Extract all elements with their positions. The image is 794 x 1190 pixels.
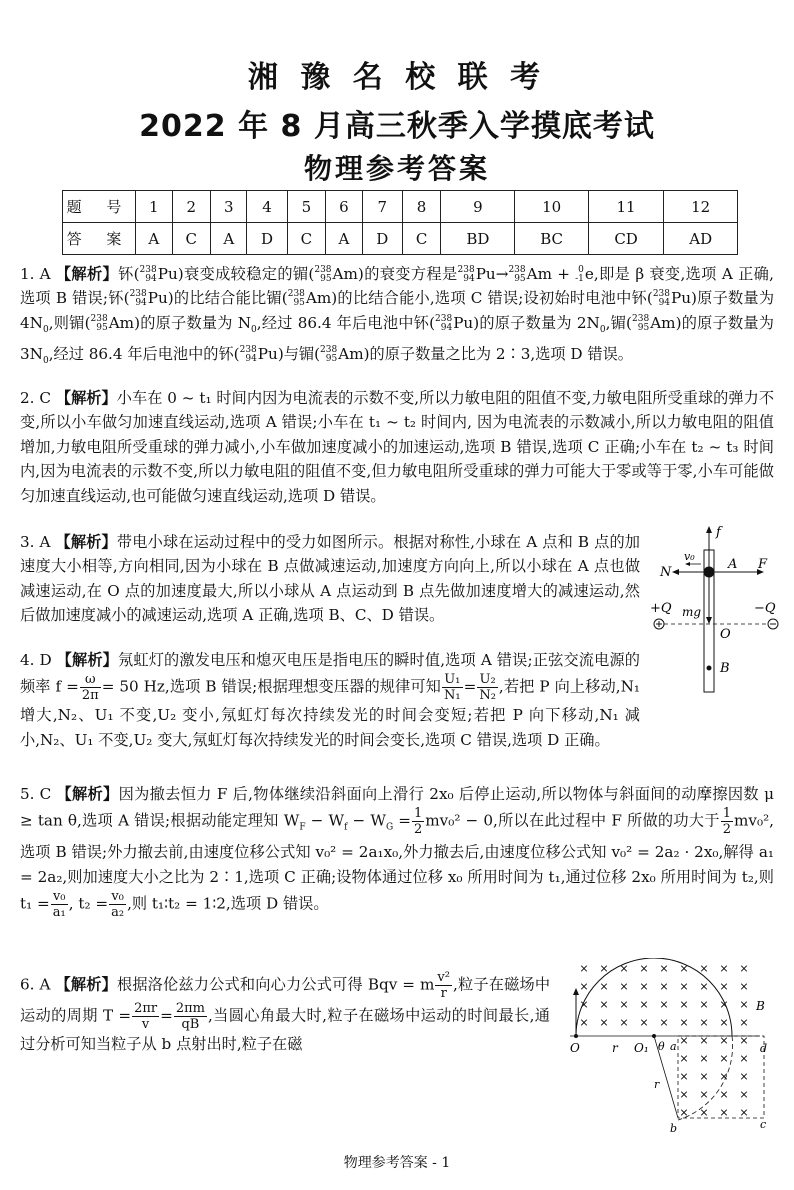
text: )的原子数量为 N <box>134 313 252 332</box>
field-cross-icon: × <box>739 1070 749 1083</box>
text: mv₀² − 0,所以在此过程中 F 所做的功大于 <box>425 811 720 830</box>
element: e <box>584 265 594 283</box>
answer-cell: C <box>402 223 440 255</box>
mass-number: 238 <box>457 265 475 275</box>
numerator: 2πr <box>134 1001 158 1016</box>
text: )原子数量为 4N <box>20 289 775 332</box>
label-plus-q: +Q <box>650 601 672 616</box>
page-footer: 物理参考答案 - 1 <box>343 1155 451 1171</box>
atomic-number: 95 <box>293 298 305 309</box>
answer-cell: D <box>247 223 287 255</box>
isotope-pu <box>240 346 257 364</box>
fraction-period-2 <box>174 1001 207 1032</box>
field-cross-icon: × <box>699 998 709 1011</box>
field-cross-icon: × <box>739 1088 749 1101</box>
field-cross-icon: × <box>599 1016 609 1029</box>
isotope-pu <box>458 266 475 284</box>
element: Am <box>650 313 676 332</box>
field-cross-icon: × <box>739 1016 749 1029</box>
element: Am <box>108 313 135 332</box>
answer-cell: AD <box>664 223 738 255</box>
answer-lead: 1. A <box>20 265 51 283</box>
subscript: 0 <box>599 324 606 335</box>
row-label-number: 题 号 <box>63 191 136 223</box>
field-cross-icon: × <box>679 1088 689 1101</box>
answer-explanation-4 <box>20 648 640 752</box>
text: , t₂ = <box>68 894 109 913</box>
label-B: B <box>720 661 730 676</box>
field-cross-icon: × <box>719 998 729 1011</box>
answer-cell: D <box>362 223 402 255</box>
label-c: c <box>760 1118 767 1131</box>
answer-lead: 3. A <box>20 533 51 551</box>
answer-cell: CD <box>588 223 664 255</box>
field-cross-icon: × <box>719 1034 729 1047</box>
arrowhead <box>672 569 679 575</box>
arrowhead <box>706 526 712 533</box>
answer-cell: C <box>172 223 210 255</box>
denominator: a₂ <box>111 905 125 921</box>
field-cross-icon: × <box>619 998 629 1011</box>
text: )的原子数量为 3N <box>20 313 774 364</box>
atomic-number: 95 <box>514 274 526 284</box>
text: )的原子数量之比为 2∶3,选项 D 错误。 <box>363 345 633 364</box>
field-cross-icon: × <box>599 998 609 1011</box>
field-cross-icon: × <box>659 980 669 993</box>
fraction-half <box>412 806 424 837</box>
field-cross-icon: × <box>739 998 749 1011</box>
field-cross-icon: × <box>719 1052 729 1065</box>
mass-number: 238 <box>129 289 147 300</box>
explanation-text: 带电小球在运动过程中的受力如图所示。根据对称性,小球在 A 点和 B 点的加速度大小相等,方向相同,因为小球在 B 点做减速运动,加速度方向向上,所以小球在 A 点也做减速运动,在 O 点的加速度最大,所以小球从 A 点运动到 B 点先做加速度增大的减速运动,然后做加速度减小的减速运动,选项 A 正确,选项 B、C、D 错误。 <box>20 533 640 625</box>
denominator: 2 <box>414 822 423 838</box>
analysis-tag: 【解析】 <box>55 975 117 994</box>
text: 因为撤去恒力 F 后,物体继续沿斜面向上滑行 2x₀ 后停止运动,所以物体与斜面间的动摩擦因数 μ ≥ tan θ,选项 A 错误;根据动能定理知 W <box>20 785 774 830</box>
field-cross-icon: × <box>579 1016 589 1029</box>
arrow: → <box>495 265 509 283</box>
label-a: a <box>670 1040 677 1053</box>
text: = <box>393 811 411 830</box>
text: )的衰变方程是 <box>357 265 458 283</box>
isotope-am <box>632 315 649 333</box>
answer-cell: BC <box>515 223 588 255</box>
numerator: v² <box>437 970 450 985</box>
answer-cell: BD <box>441 223 515 255</box>
analysis-tag: 【解析】 <box>56 651 119 669</box>
label-B: B <box>756 999 765 1013</box>
atomic-number: 94 <box>245 354 257 365</box>
isotope-am <box>320 346 337 364</box>
label-d: d <box>760 1042 768 1055</box>
question-number: 11 <box>588 191 664 223</box>
denominator: N₁ <box>443 688 461 704</box>
answer-cell: A <box>136 223 173 255</box>
field-cross-icon: × <box>659 998 669 1011</box>
question-number: 4 <box>247 191 287 223</box>
fraction-u2-n2 <box>477 672 498 703</box>
atomic-number: 95 <box>320 274 332 284</box>
label-r: r <box>654 1078 660 1091</box>
field-cross-icon: × <box>739 962 749 975</box>
label-r: r <box>612 1041 618 1055</box>
answer-lead: 6. A <box>20 975 51 994</box>
numerator: v₀ <box>51 889 68 905</box>
question-number: 8 <box>402 191 440 223</box>
fraction-u1-n1 <box>442 672 463 703</box>
field-cross-icon: × <box>679 1034 689 1047</box>
subscript: 0 <box>42 324 49 335</box>
field-cross-icon: × <box>699 1088 709 1101</box>
isotope-am <box>91 315 108 333</box>
element: Am <box>338 345 364 364</box>
isotope-am <box>508 266 525 284</box>
label-b: b <box>670 1122 678 1135</box>
text: = 50 Hz,选项 B 错误;根据理想变压器的规律可知 <box>101 677 441 696</box>
field-cross-icon: × <box>699 1106 709 1119</box>
answer-explanation-2 <box>20 386 774 508</box>
atomic-number: 95 <box>96 322 108 333</box>
mass-number: 0 <box>578 265 584 275</box>
isotope-e <box>575 266 584 284</box>
text: ,粒子在磁场中运动的周期 T = <box>20 975 551 1025</box>
field-cross-icon: × <box>719 1016 729 1029</box>
equals: = <box>160 1006 173 1025</box>
text: )的原子数量为 2N <box>473 313 600 332</box>
text: − W <box>347 811 386 830</box>
atomic-number: 94 <box>440 322 453 333</box>
subscript: F <box>299 822 306 833</box>
analysis-tag: 【解析】 <box>56 785 119 803</box>
field-cross-icon: × <box>699 1070 709 1083</box>
field-cross-icon: × <box>739 1052 749 1065</box>
question-number: 9 <box>441 191 515 223</box>
mass-number: 238 <box>90 313 108 324</box>
analysis-tag: 【解析】 <box>55 533 117 551</box>
field-cross-icon: × <box>599 980 609 993</box>
isotope-am <box>314 266 331 284</box>
label-A: A <box>728 557 738 572</box>
field-cross-icon: × <box>679 998 689 1011</box>
field-cross-icon: × <box>739 1106 749 1119</box>
mass-number: 238 <box>652 289 671 300</box>
answer-table-answers-row <box>63 223 738 255</box>
header-line-2: 2022 年 8 月高三秋季入学摸底考试 <box>139 109 655 144</box>
fraction-t1 <box>51 889 68 920</box>
denominator: 2π <box>81 688 99 704</box>
denominator: 2 <box>722 822 731 838</box>
isotope-pu <box>653 290 670 308</box>
text: )的比结合能比镅( <box>167 289 288 308</box>
answer-lead: 4. D <box>20 651 52 669</box>
fraction-period-1 <box>132 1001 159 1032</box>
text: ,若把 P 向上移动,N₁ 增大,N₂、U₁ 不变,U₂ 变小,氖虹灯每次持续发光的时间会变短;若把 P 向下移动,N₁ 减小,N₂、U₁ 不变,U₂ 变大,氖虹灯每次持续发光的时间会变长,选项 C 错误,选项 D 正确。 <box>20 677 640 749</box>
fraction-frequency <box>80 672 101 703</box>
answer-explanation-1 <box>20 262 774 374</box>
question-number: 6 <box>326 191 363 223</box>
numerator: 1 <box>414 806 423 822</box>
text: ,当圆心角最大时,粒子在磁场中运动的时间最长,通过分析可知当粒子从 b 点射出时,粒子在磁 <box>20 1006 550 1053</box>
analysis-tag: 【解析】 <box>55 265 119 283</box>
field-cross-icon: × <box>719 962 729 975</box>
denominator: a₁ <box>52 905 66 921</box>
field-cross-icon: × <box>659 962 669 975</box>
point-O-dot <box>574 1034 578 1038</box>
fraction-half <box>721 806 733 837</box>
text: 钚( <box>118 265 140 283</box>
label-F: F <box>758 557 768 572</box>
answer-explanation-6 <box>20 970 550 1056</box>
arrowhead <box>573 988 579 995</box>
question-number: 10 <box>515 191 588 223</box>
atomic-number: 95 <box>325 354 338 365</box>
text: mv₀²,选项 B 错误;外力撤去前,由速度位移公式知 v₀² = 2a₁x₀,外力撤去后,由速度位移公式知 v₀² = 2a₂ · 2x₀,解得 a₁ = 2a₂,则加速度大小之比为 2∶1,选项 C 正确;设物体通过位移 x₀ 所用时间为 t₁,通过位移 2x₀ 所用时间为 t₂,则 t₁ = <box>20 811 774 913</box>
header-line-1: 湘 豫 名 校 联 考 <box>247 60 547 95</box>
text: + <box>552 265 576 283</box>
field-cross-icon: × <box>739 1034 749 1047</box>
mass-number: 238 <box>320 345 338 356</box>
label-f: f <box>716 525 721 540</box>
field-cross-icon: × <box>699 1034 709 1047</box>
element: Pu <box>157 265 178 283</box>
label-O: O <box>570 1041 580 1055</box>
answer-cell: A <box>210 223 247 255</box>
isotope-am <box>288 290 305 308</box>
field-cross-icon: × <box>739 980 749 993</box>
text: 根据洛伦兹力公式和向心力公式可得 Bqv = m <box>116 975 435 994</box>
field-cross-icon: × <box>639 1016 649 1029</box>
field-cross-icon: × <box>639 980 649 993</box>
subscript: f <box>344 822 348 833</box>
mass-number: 238 <box>287 289 305 300</box>
numerator: U₂ <box>477 672 498 688</box>
answer-table-numbers-row <box>63 191 738 223</box>
question-number: 5 <box>287 191 325 223</box>
text: ,则镅( <box>48 313 91 332</box>
isotope-pu <box>140 266 157 284</box>
field-cross-icon: × <box>679 1052 689 1065</box>
label-N: N <box>660 565 672 580</box>
field-cross-icon: × <box>639 998 649 1011</box>
element: Am <box>305 289 332 308</box>
label-O1: O₁ <box>634 1041 649 1055</box>
subscript: 0 <box>251 324 257 335</box>
element: Pu <box>257 345 278 364</box>
element: Pu <box>671 289 692 308</box>
field-cross-icon: × <box>699 1016 709 1029</box>
element: Pu <box>147 289 168 308</box>
numerator: U₁ <box>442 672 463 688</box>
atomic-number: 94 <box>145 274 157 284</box>
field-cross-icon: × <box>679 1070 689 1083</box>
field-cross-icon: × <box>719 1088 729 1101</box>
answer-explanation-3 <box>20 530 640 628</box>
force-diagram-figure <box>648 520 788 700</box>
text: ,经过 86.4 年后电池中钚( <box>256 313 435 332</box>
label-mg: mg <box>682 605 702 619</box>
label-O: O <box>720 627 731 642</box>
point-b-dot <box>707 666 712 671</box>
field-cross-icon: × <box>579 980 589 993</box>
denominator: v <box>141 1017 150 1032</box>
magnetic-field-figure <box>560 958 780 1138</box>
explanation-text: 小车在 0 ~ t₁ 时间内因为电流表的示数不变,所以力敏电阻的阻值不变,力敏电阻所受重球的弹力不变,所以小车做匀加速直线运动,选项 A 错误;小车在 t₁ ~ t₂ 时间内, 因为电流表的示数减小,所以力敏电阻的阻值增加,力敏电阻所受重球的弹力减小,小车做加速度减小的加速运动,选项 B 错误,选项 C 正确;小车在 t₂ ~ t₃ 时间内,因为电流表的示数不变,所以力敏电阻的阻值不变,但力敏电阻所受重球的弹力可能大于零或等于零,小车可能做匀加速直线运动,也可能做匀速直线运动,选项 D 错误。 <box>20 389 775 505</box>
subscript: 0 <box>42 356 49 367</box>
analysis-tag: 【解析】 <box>55 389 117 407</box>
element: Am <box>332 265 358 283</box>
element: Am <box>526 265 553 283</box>
field-cross-icon: × <box>679 1106 689 1119</box>
text: 氖虹灯的激发电压和熄灭电压是指电压的瞬时值,选项 A 错误;正弦交流电源的频率 f = <box>20 651 640 696</box>
question-number: 3 <box>210 191 247 223</box>
text: − W <box>305 811 345 830</box>
atomic-number: -1 <box>575 274 584 284</box>
question-number: 2 <box>172 191 210 223</box>
answer-lead: 5. C <box>20 785 52 803</box>
point-O1-dot <box>652 1034 656 1038</box>
atomic-number: 94 <box>135 298 147 309</box>
answer-cell: A <box>326 223 363 255</box>
field-cross-icon: × <box>619 962 629 975</box>
atomic-number: 95 <box>637 322 650 333</box>
fraction-t2 <box>109 889 126 920</box>
answer-table <box>62 190 738 255</box>
answer-lead: 2. C <box>20 389 51 407</box>
isotope-pu <box>130 290 147 308</box>
field-cross-icon: × <box>639 962 649 975</box>
field-cross-icon: × <box>679 980 689 993</box>
fraction-v2-r <box>435 970 452 1001</box>
field-cross-icon: × <box>679 1016 689 1029</box>
field-cross-icon: × <box>579 998 589 1011</box>
element: Pu <box>453 313 474 332</box>
field-cross-icon: × <box>619 980 629 993</box>
charged-ball <box>704 567 715 578</box>
field-cross-icon: × <box>719 1106 729 1119</box>
numerator: ω <box>80 672 101 688</box>
atomic-number: 94 <box>658 298 671 309</box>
text: ,即是 β 衰变,选项 A 正确,选项 B 错误;钚( <box>20 265 775 308</box>
field-cross-icon: × <box>699 962 709 975</box>
subscript: G <box>385 822 394 833</box>
text: ,镅( <box>605 313 632 332</box>
numerator: 1 <box>722 806 731 822</box>
mass-number: 238 <box>508 265 526 275</box>
field-cross-icon: × <box>599 962 609 975</box>
isotope-pu <box>435 315 452 333</box>
mass-number: 238 <box>139 265 157 275</box>
question-number: 12 <box>664 191 738 223</box>
element: Pu <box>475 265 496 283</box>
label-theta: θ <box>658 1040 665 1053</box>
label-v0: v₀ <box>684 550 695 563</box>
field-cross-icon: × <box>699 1052 709 1065</box>
text: )与镅( <box>277 345 321 364</box>
answer-explanation-5 <box>20 782 774 920</box>
label-minus-q: −Q <box>754 601 776 616</box>
mass-number: 238 <box>239 345 257 356</box>
text: )衰变成较稳定的镅( <box>177 265 315 283</box>
field-cross-icon: × <box>719 980 729 993</box>
text: )的比结合能小,选项 C 错误;设初始时电池中钚( <box>331 289 653 308</box>
mass-number: 238 <box>314 265 332 275</box>
denominator: N₂ <box>479 688 496 704</box>
text: ,经过 86.4 年后电池中的钚( <box>48 345 240 364</box>
equals: = <box>463 677 477 696</box>
mass-number: 238 <box>435 313 453 324</box>
mass-number: 238 <box>632 313 650 324</box>
numerator: v₀ <box>109 889 126 905</box>
field-cross-icon: × <box>719 1070 729 1083</box>
text: ,则 t₁∶t₂ = 1∶2,选项 D 错误。 <box>127 894 329 913</box>
field-cross-icon: × <box>659 1016 669 1029</box>
field-cross-icon: × <box>619 1016 629 1029</box>
answer-cell: C <box>287 223 325 255</box>
field-cross-icon: × <box>579 962 589 975</box>
row-label-answer: 答 案 <box>63 223 136 255</box>
question-number: 7 <box>362 191 402 223</box>
question-number: 1 <box>136 191 173 223</box>
denominator: r <box>440 986 447 1001</box>
denominator: qB <box>181 1017 200 1032</box>
numerator: 2πm <box>175 1001 205 1016</box>
header-line-3: 物理参考答案 <box>303 152 490 185</box>
atomic-number: 94 <box>463 274 475 284</box>
field-cross-icon: × <box>679 962 689 975</box>
field-cross-icon: × <box>699 980 709 993</box>
